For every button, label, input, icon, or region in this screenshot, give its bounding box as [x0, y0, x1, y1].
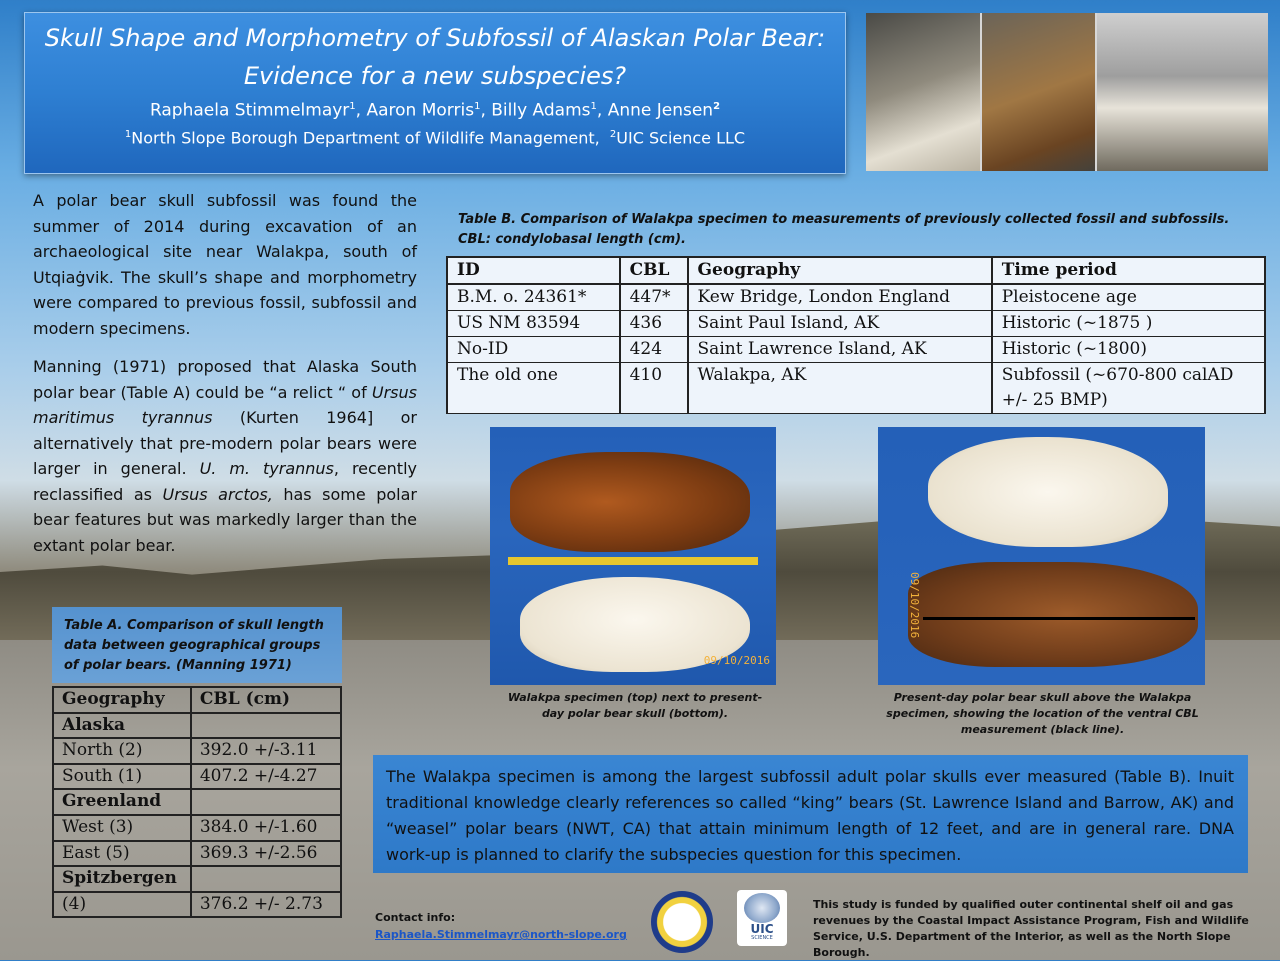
- title-line-1: Skull Shape and Morphometry of Subfossil of Alaskan Polar Bear:: [44, 24, 826, 52]
- table-cell: Pleistocene age: [992, 284, 1265, 311]
- photo-skulls-lab-bench: [1097, 13, 1268, 171]
- table-cell: [191, 789, 341, 815]
- table-cell: 369.3 +/-2.56: [191, 841, 341, 867]
- table-row: [53, 841, 341, 867]
- table-cell: North (2): [53, 738, 191, 764]
- photo-caption-a: Walakpa specimen (top) next to present-day polar bear skull (bottom).: [507, 691, 763, 720]
- uic-logo-text: UIC: [750, 922, 774, 936]
- table-cell: 376.2 +/- 2.73: [191, 892, 341, 918]
- table-b-caption: Table B. Comparison of Walakpa specimen to measurements of previously collected fossil and subfossils. CBL: condylobasal length (cm).: [458, 212, 1230, 247]
- photo-researcher-with-skull: [866, 13, 980, 171]
- table-a: [52, 686, 342, 918]
- uic-science-logo: [737, 890, 787, 946]
- column-header: Time period: [992, 257, 1265, 284]
- table-cell: No-ID: [447, 337, 620, 363]
- table-cell: Spitzbergen: [53, 866, 191, 892]
- photo-walakpa-vs-modern-skull: [490, 427, 776, 685]
- table-row: [447, 337, 1265, 363]
- table-row: [53, 892, 341, 918]
- table-cell: 424: [620, 337, 688, 363]
- table-cell: East (5): [53, 841, 191, 867]
- author-list: Raphaela Stimmelmayr$^1$, Aaron Morris$^1$, Billy Adams$^1$, Anne Jensen$^2$: [149, 100, 721, 121]
- table-cell: US NM 83594: [447, 311, 620, 337]
- table-row: [447, 284, 1265, 311]
- table-header-row: [447, 257, 1265, 284]
- table-header-row: [53, 687, 341, 713]
- poster-title: [25, 19, 845, 95]
- author-affiliation-mark: 1: [590, 101, 597, 112]
- photo-caption-b: Present-day polar bear skull above the Walakpa specimen, showing the location of the ventral CBL measurement (black line).: [886, 691, 1199, 736]
- table-cell: Kew Bridge, London England: [688, 284, 992, 311]
- north-slope-borough-logo: [651, 891, 713, 953]
- intro-paragraph-1: A polar bear skull subfossil was found the summer of 2014 during excavation of an archaeological site near Walakpa, south of Utqiaġvik. The skull’s shape and morphometry were compared to previous fossil, subfossil and modern specimens.: [33, 191, 417, 338]
- table-cell: West (3): [53, 815, 191, 841]
- author-name: Aaron Morris: [366, 100, 475, 121]
- affiliation: UIC Science LLC: [616, 127, 746, 147]
- author-affiliation-mark: 1: [474, 101, 481, 112]
- author-affiliation-mark: 2: [713, 101, 721, 112]
- table-b: [446, 256, 1266, 414]
- table-cell: Walakpa, AK: [688, 363, 992, 414]
- conclusion-text: The Walakpa specimen is among the largest subfossil adult polar skulls ever measured (Table B). Inuit traditional knowledge clearly references so called “king” bears (St. Lawrence Island and Barrow, AK) and “weasel” polar bears (NWT, CA) that attain minimum length of 12 feet, and are in general rare. DNA work-up is planned to clarify the subspecies question for this specimen.: [386, 767, 1234, 864]
- title-line-2: Evidence for a new subspecies?: [243, 62, 627, 90]
- photo-cbl-measurement: [878, 427, 1205, 685]
- table-row: [447, 363, 1265, 414]
- table-group-row: [53, 789, 341, 815]
- photo-date-stamp: 09/10/2016: [703, 654, 770, 667]
- table-cell: B.M. o. 24361*: [447, 284, 620, 311]
- subfossil-skull: [510, 452, 750, 552]
- uic-logo-subtext: SCIENCE: [751, 935, 773, 941]
- table-cell: Historic (~1800): [992, 337, 1265, 363]
- conclusion-box: [373, 755, 1248, 873]
- table-cell: 392.0 +/-3.11: [191, 738, 341, 764]
- table-cell: [191, 866, 341, 892]
- affiliation-list: [25, 123, 845, 150]
- author-name: Anne Jensen: [607, 100, 714, 121]
- column-header: Geography: [53, 687, 191, 713]
- intro-paragraph-2: Manning (1971) proposed that Alaska South polar bear (Table A) could be “a relict “ of Ursus maritimus tyrannus (Kurten 1964] or alternatively that pre-modern polar bears were larger in general. U. m. tyrannus, recently reclassified as Ursus arctos, has some polar bear features but was markedly larger than the extant polar bear.: [33, 357, 418, 555]
- table-cell: 436: [620, 311, 688, 337]
- affiliation: North Slope Borough Department of Wildlife Management,: [131, 127, 600, 147]
- table-cell: Saint Lawrence Island, AK: [688, 337, 992, 363]
- cbl-measurement-line: [923, 617, 1195, 620]
- modern-skull: [928, 437, 1168, 547]
- table-cell: Saint Paul Island, AK: [688, 311, 992, 337]
- affiliation-mark: 2: [609, 128, 617, 140]
- table-cell: 410: [620, 363, 688, 414]
- table-cell: (4): [53, 892, 191, 918]
- table-cell: Subfossil (~670-800 calAD +/- 25 BMP): [992, 363, 1265, 414]
- column-header: ID: [447, 257, 620, 284]
- table-cell: 407.2 +/-4.27: [191, 764, 341, 790]
- column-header: CBL: [620, 257, 688, 284]
- photo-date-stamp: 09/10/2016: [908, 572, 921, 639]
- table-row: [447, 311, 1265, 337]
- table-cell: Alaska: [53, 713, 191, 739]
- column-header: CBL (cm): [191, 687, 341, 713]
- table-group-row: [53, 713, 341, 739]
- table-cell: The old one: [447, 363, 620, 414]
- subfossil-skull: [908, 562, 1198, 667]
- author-affiliation-mark: 1: [349, 101, 356, 112]
- table-cell: 384.0 +/-1.60: [191, 815, 341, 841]
- photo-researcher-with-subfossil: [982, 13, 1096, 171]
- table-group-row: [53, 866, 341, 892]
- contact-label: Contact info:: [375, 911, 456, 924]
- author-name: Billy Adams: [491, 100, 591, 121]
- table-cell: Historic (~1875 ): [992, 311, 1265, 337]
- table-row: [53, 764, 341, 790]
- affiliation-mark: 1: [124, 128, 132, 140]
- intro-text: [33, 188, 417, 571]
- measuring-ruler: [508, 557, 758, 565]
- team-photo-collage: [866, 13, 1268, 171]
- title-banner: [24, 12, 846, 174]
- table-a-caption: Table A. Comparison of skull length data between geographical groups of polar bears. (Manning 1971): [64, 618, 324, 673]
- contact-info: [375, 909, 627, 943]
- funding-acknowledgement: This study is funded by qualified outer continental shelf oil and gas revenues by the Coastal Impact Assistance Program, Fish and Wildlife Service, U.S. Department of the Interior, as well as the North Slope Borough.: [813, 898, 1249, 959]
- table-a-caption-box: [52, 607, 342, 683]
- table-cell: South (1): [53, 764, 191, 790]
- column-header: Geography: [688, 257, 992, 284]
- contact-email-link[interactable]: Raphaela.Stimmelmayr@north-slope.org: [375, 928, 627, 941]
- author-name: Raphaela Stimmelmayr: [149, 100, 350, 121]
- table-cell: [191, 713, 341, 739]
- table-row: [53, 815, 341, 841]
- table-row: [53, 738, 341, 764]
- table-cell: Greenland: [53, 789, 191, 815]
- table-cell: 447*: [620, 284, 688, 311]
- uic-seal-icon: [744, 893, 780, 923]
